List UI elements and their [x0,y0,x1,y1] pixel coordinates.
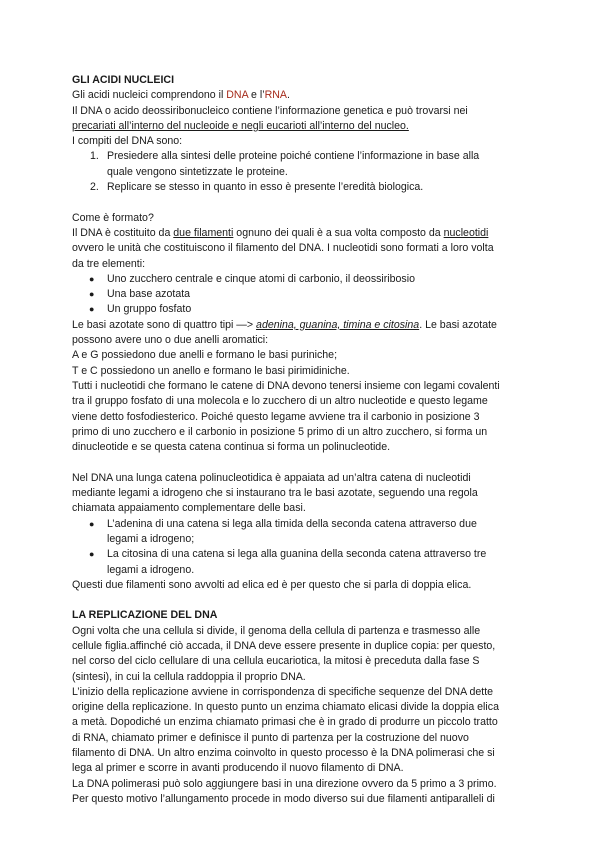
dna-term: DNA [226,89,249,102]
text-run: . Le basi azotate [419,318,497,331]
list-number: 1. [90,150,99,163]
replication-line: cellule figlia.affinché ciò accada, il DNA deve essere presente in duplice copia: per questo, [72,639,496,652]
rna-term: RNA [264,89,287,102]
intro-text: Gli acidi nucleici comprendono il [72,89,227,102]
list-item [72,287,528,302]
task-item-2 [72,180,528,195]
structure-line-2: ovvero le unità che costituiscono il filamento del DNA. I nucleotidi sono formati a loro volta [72,242,494,255]
section-title-replication: LA REPLICAZIONE DEL DNA [72,609,218,622]
task-text: Replicare se stesso in quanto in esso è presente l’eredità biologica. [107,181,424,194]
task-item-1-cont: quale vengono sintetizzate le proteine. [107,165,288,178]
replication-line: Ogni volta che una cellula si divide, il genoma della cellula di partenza e trasmesso alle [72,624,481,637]
bond-line-2: tra il gruppo fosfato di una molecola e lo zucchero di un altro nucleotide e questo legame [72,395,488,408]
two-strands-term: due filamenti [173,226,234,239]
bullet-icon: ● [89,273,95,284]
helix-line: Questi due filamenti sono avvolti ad elica ed è per questo che si parla di doppia elica. [72,578,472,591]
list-item-text: La citosina di una catena si lega alla guanina della seconda catena attraverso tre [107,548,487,561]
replication-line: filamento di DNA. Un altro enzima coinvolto in questo processo è la DNA polimerasi che si [72,747,495,760]
intro-mid-text: e l’ [248,89,265,102]
paragraph-gap [72,195,528,210]
replication-line: nel corso del ciclo cellulare di una cellula eucariotica, la mitosi è preceduta dalla fase S [72,655,480,668]
replication-line: a metà. Dopodiché un enzima chiamato primasi che è in grado di produrre un piccolo tratto [72,716,498,729]
tasks-heading: I compiti del DNA sono: [72,135,183,148]
text-run: Le basi azotate sono di quattro tipi —> [72,318,257,331]
replication-line: La DNA polimerasi può solo aggiungere basi in una direzione ovvero da 5 primo a 3 primo. [72,777,497,790]
pyrimidine-line: T e C possiedono un anello e formano le basi pirimidiniche. [72,364,350,377]
task-item-1 [72,149,528,164]
bases-list-term: adenina, guanina, timina e citosina [256,318,420,331]
replication-line: lega al primer e scorre in avanti producendo il nuovo filamento di DNA. [72,762,404,775]
bullet-icon: ● [89,304,95,315]
intro-end-text: . [286,89,290,102]
bond-line-3: viene detto fosfodiesterico. Poiché questo legame avviene tra il carbonio in posizione 3 [72,410,480,423]
intro-line [72,88,528,103]
section-title-nucleic-acids: GLI ACIDI NUCLEICI [72,74,175,86]
definition-line-2: precariati all’interno del nucleoide e negli eucarioti all’interno del nucleo. [72,119,409,132]
list-item-text: Uno zucchero centrale e cinque atomi di carbonio, il deossiribosio [107,272,415,285]
definition-line-1: Il DNA o acido deossiribonucleico contiene l’informazione genetica e può trovarsi nei [72,104,468,117]
purine-line: A e G possiedono due anelli e formano le basi puriniche; [72,349,338,362]
paragraph-gap [72,593,528,608]
bond-line-5: dinucleotide e se questa catena continua si forma un polinucleotide. [72,441,391,454]
paragraph-gap [72,455,528,470]
text-run: ognuno dei quali è a sua volta composto da [233,226,444,239]
list-item [72,302,528,317]
list-item-text: L’adenina di una catena si lega alla timida della seconda catena attraverso due [107,517,477,530]
replication-line: di RNA, chiamato primer e definisce il punto di partenza per la costruzione del nuovo [72,731,469,744]
structure-line-3: da tre elementi: [72,257,146,270]
bullet-icon: ● [89,289,95,300]
bullet-icon: ● [89,549,95,560]
pairing-line-1: Nel DNA una lunga catena polinucleotidica è appaiata ad un’altra catena di nucleotidi [72,471,471,484]
replication-line: L’inizio della replicazione avviene in corrispondenza di specifiche sequenze del DNA dette [72,685,494,698]
list-item-cont: legami a idrogeno. [107,563,195,576]
bond-line-1: Tutti i nucleotidi che formano le catene di DNA devono tenersi insieme con legami covalenti [72,379,500,392]
document-body [72,73,528,807]
nucleotides-term: nucleotidi [443,226,489,239]
list-item [72,517,528,532]
bases-line-2: possono avere uno o due anelli aromatici: [72,334,269,347]
list-item-text: Un gruppo fosfato [107,303,192,316]
task-text: Presiedere alla sintesi delle proteine poiché contiene l’informazione in base alla [107,150,480,163]
pairing-line-2: mediante legami a idrogeno che si instaurano tra le basi azotate, seguendo una regola [72,487,478,500]
bond-line-4: primo di uno zucchero e il carbonio in posizione 5 primo di un altro zucchero, si forma un [72,425,488,438]
text-run: Il DNA è costituito da [72,226,174,239]
list-item [72,272,528,287]
replication-line: Per questo motivo l’allungamento procede in modo diverso sui due filamenti antiparalleli di [72,792,495,805]
pairing-line-3: chiamata appaiamento complementare delle basi. [72,502,306,515]
bullet-icon: ● [89,518,95,529]
list-item [72,547,528,562]
list-number: 2. [90,181,99,194]
list-item-cont: legami a idrogeno; [107,532,195,545]
list-item-text: Una base azotata [107,288,191,301]
replication-line: (sintesi), in cui la cellula raddoppia il proprio DNA. [72,670,306,683]
structure-line-1 [72,226,528,241]
replication-line: origine della replicazione. In questo punto un enzima chiamato elicasi divide la doppia elica [72,701,499,714]
bases-line-1 [72,318,528,333]
question-heading: Come è formato? [72,211,154,224]
